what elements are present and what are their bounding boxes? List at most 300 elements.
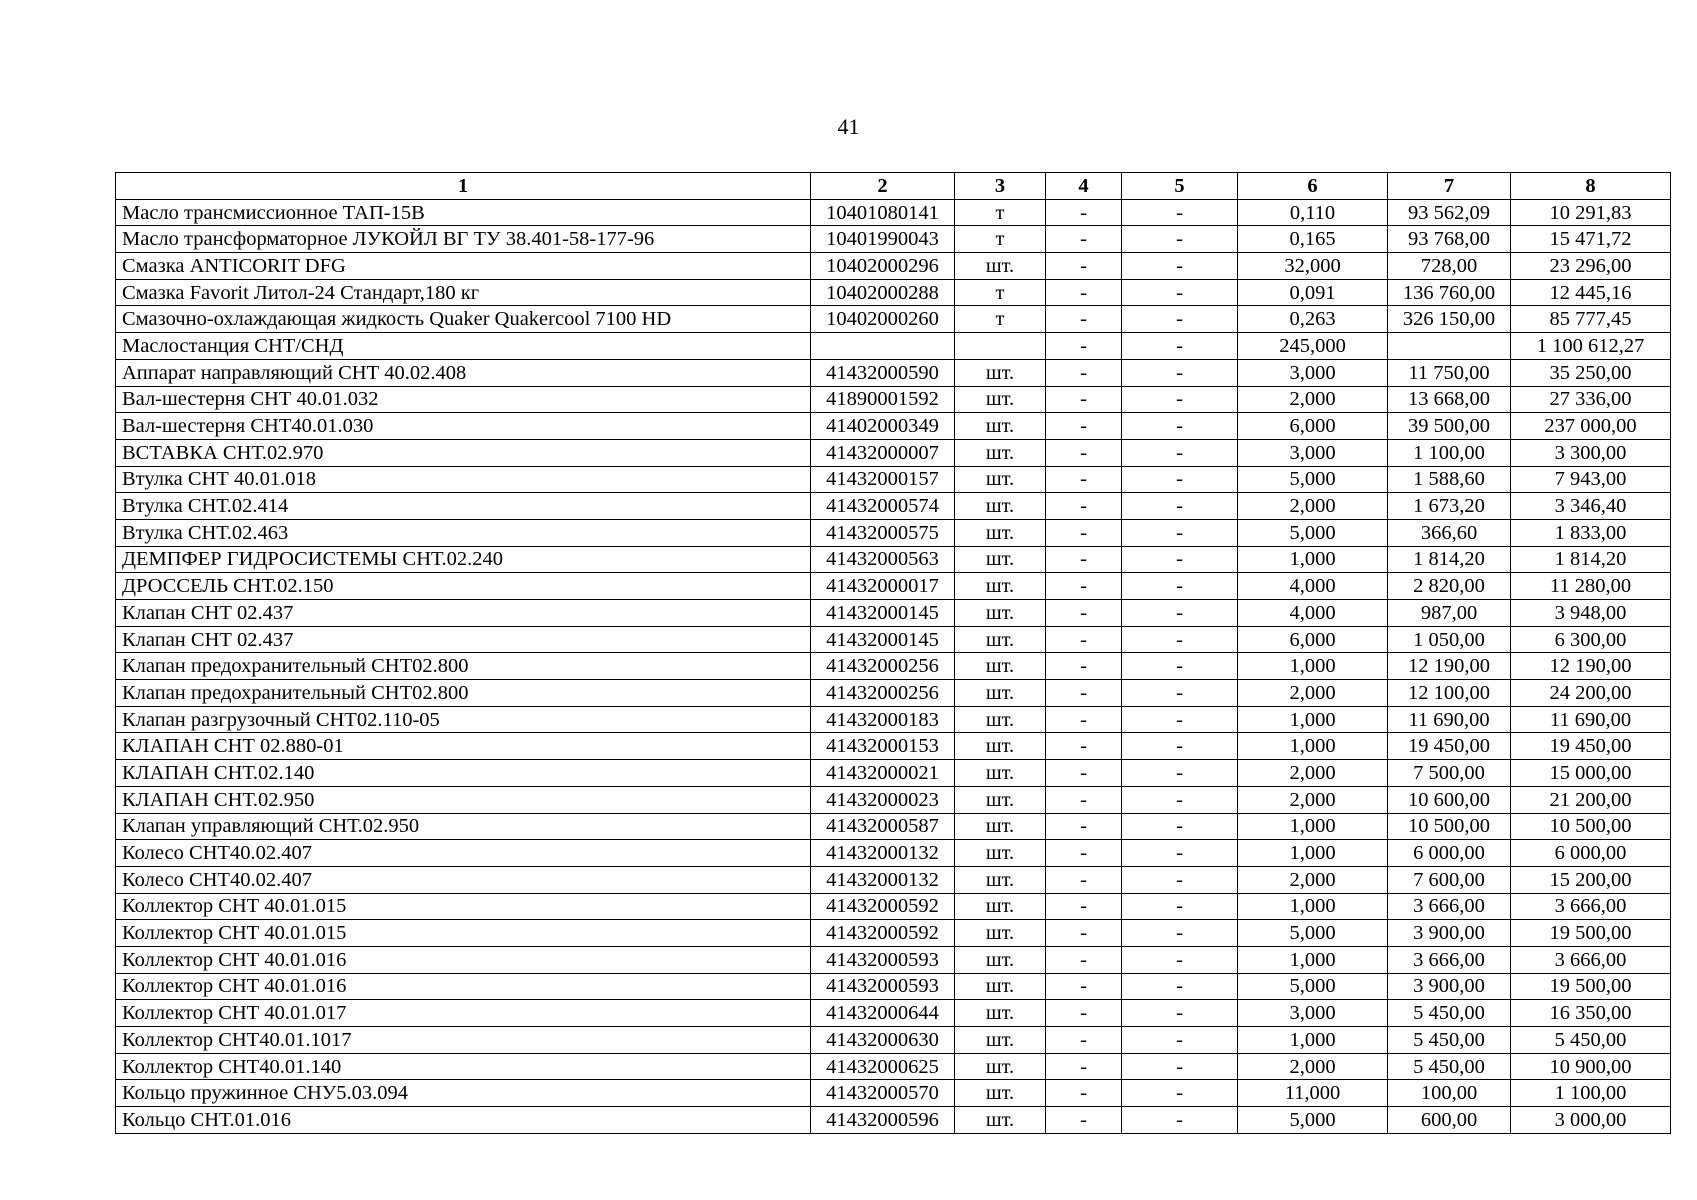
- table-row: [116, 573, 1671, 600]
- table-cell-col-7: 19 450,00: [1388, 733, 1511, 760]
- table-row: [116, 439, 1671, 466]
- table-cell-col-6: 1,000: [1238, 813, 1388, 840]
- table-cell-col-7: 326 150,00: [1388, 306, 1511, 333]
- table-cell-col-5: -: [1122, 386, 1238, 413]
- table-cell-col-7: 39 500,00: [1388, 413, 1511, 440]
- table-cell-col-8: 11 280,00: [1511, 573, 1671, 600]
- table-row: [116, 733, 1671, 760]
- table-cell-col-2: 10402000288: [811, 279, 955, 306]
- table-row: [116, 333, 1671, 360]
- table-cell-col-8: 19 450,00: [1511, 733, 1671, 760]
- table-cell-col-5: -: [1122, 866, 1238, 893]
- table-cell-col-7: 13 668,00: [1388, 386, 1511, 413]
- table-cell-col-8: 23 296,00: [1511, 253, 1671, 280]
- table-cell-col-5: -: [1122, 519, 1238, 546]
- table-cell-col-2: 41432000563: [811, 546, 955, 573]
- table-cell-col-6: 2,000: [1238, 866, 1388, 893]
- table-cell-col-3: шт.: [955, 706, 1046, 733]
- table-row: [116, 413, 1671, 440]
- table-cell-col-3: шт.: [955, 493, 1046, 520]
- table-cell-col-2: 41432000587: [811, 813, 955, 840]
- table-cell-col-6: 5,000: [1238, 519, 1388, 546]
- table-cell-col-7: 3 666,00: [1388, 946, 1511, 973]
- table-cell-col-2: 10402000260: [811, 306, 955, 333]
- table-cell-col-5: -: [1122, 786, 1238, 813]
- table-cell-col-3: шт.: [955, 680, 1046, 707]
- table-cell-col-4: -: [1046, 546, 1122, 573]
- table-cell-col-1: Колесо СНТ40.02.407: [116, 840, 811, 867]
- table-cell-col-6: 1,000: [1238, 706, 1388, 733]
- table-cell-col-1: Аппарат направляющий СНТ 40.02.408: [116, 359, 811, 386]
- table-cell-col-3: шт.: [955, 546, 1046, 573]
- table-cell-col-2: 41432000183: [811, 706, 955, 733]
- table-cell-col-7: 5 450,00: [1388, 1000, 1511, 1027]
- table-cell-col-8: 3 000,00: [1511, 1107, 1671, 1134]
- table-cell-col-2: 41432000574: [811, 493, 955, 520]
- table-cell-col-7: 11 690,00: [1388, 706, 1511, 733]
- table-cell-col-7: 5 450,00: [1388, 1053, 1511, 1080]
- table-cell-col-8: 19 500,00: [1511, 920, 1671, 947]
- table-cell-col-3: шт.: [955, 653, 1046, 680]
- table-cell-col-7: 987,00: [1388, 600, 1511, 627]
- table-row: [116, 1053, 1671, 1080]
- table-cell-col-6: 1,000: [1238, 733, 1388, 760]
- table-cell-col-4: -: [1046, 600, 1122, 627]
- table-cell-col-2: 41432000256: [811, 680, 955, 707]
- column-header-4: 4: [1046, 173, 1122, 200]
- table-cell-col-4: -: [1046, 226, 1122, 253]
- table-cell-col-4: -: [1046, 946, 1122, 973]
- table-cell-col-5: -: [1122, 1027, 1238, 1054]
- table-cell-col-1: Клапан предохранительный СНТ02.800: [116, 680, 811, 707]
- table-cell-col-2: 41432000256: [811, 653, 955, 680]
- table-cell-col-7: 5 450,00: [1388, 1027, 1511, 1054]
- table-cell-col-3: шт.: [955, 973, 1046, 1000]
- table-cell-col-8: 85 777,45: [1511, 306, 1671, 333]
- table-cell-col-8: 11 690,00: [1511, 706, 1671, 733]
- table-cell-col-5: -: [1122, 626, 1238, 653]
- column-header-3: 3: [955, 173, 1046, 200]
- table-row: [116, 253, 1671, 280]
- table-cell-col-8: 1 814,20: [1511, 546, 1671, 573]
- table-cell-col-3: шт.: [955, 1080, 1046, 1107]
- table-cell-col-4: -: [1046, 359, 1122, 386]
- table-cell-col-1: Масло трансформаторное ЛУКОЙЛ ВГ ТУ 38.401-58-177-96: [116, 226, 811, 253]
- table-cell-col-5: -: [1122, 706, 1238, 733]
- table-cell-col-6: 2,000: [1238, 760, 1388, 787]
- table-cell-col-6: 3,000: [1238, 439, 1388, 466]
- table-cell-col-4: -: [1046, 866, 1122, 893]
- table-cell-col-8: 15 000,00: [1511, 760, 1671, 787]
- table-cell-col-2: 10401080141: [811, 199, 955, 226]
- table-row: [116, 1027, 1671, 1054]
- table-cell-col-4: -: [1046, 706, 1122, 733]
- table-row: [116, 1080, 1671, 1107]
- table-cell-col-6: 6,000: [1238, 626, 1388, 653]
- table-cell-col-4: -: [1046, 279, 1122, 306]
- table-cell-col-6: 5,000: [1238, 466, 1388, 493]
- table-cell-col-1: Клапан СНТ 02.437: [116, 600, 811, 627]
- table-cell-col-7: 1 673,20: [1388, 493, 1511, 520]
- table-cell-col-1: КЛАПАН СНТ.02.950: [116, 786, 811, 813]
- table-cell-col-4: -: [1046, 680, 1122, 707]
- table-cell-col-3: шт.: [955, 1000, 1046, 1027]
- table-cell-col-6: 5,000: [1238, 1107, 1388, 1134]
- table-cell-col-5: -: [1122, 1080, 1238, 1107]
- table-cell-col-3: т: [955, 306, 1046, 333]
- table-cell-col-7: 6 000,00: [1388, 840, 1511, 867]
- table-cell-col-6: 1,000: [1238, 840, 1388, 867]
- table-cell-col-7: 10 500,00: [1388, 813, 1511, 840]
- table-cell-col-7: 12 100,00: [1388, 680, 1511, 707]
- table-cell-col-1: Клапан управляющий СНТ.02.950: [116, 813, 811, 840]
- table-cell-col-7: 3 900,00: [1388, 973, 1511, 1000]
- table-cell-col-5: -: [1122, 573, 1238, 600]
- table-cell-col-7: 1 588,60: [1388, 466, 1511, 493]
- table-cell-col-1: Втулка СНТ 40.01.018: [116, 466, 811, 493]
- table-cell-col-1: Коллектор СНТ 40.01.015: [116, 920, 811, 947]
- table-row: [116, 706, 1671, 733]
- table-row: [116, 893, 1671, 920]
- table-cell-col-7: 10 600,00: [1388, 786, 1511, 813]
- table-cell-col-3: шт.: [955, 920, 1046, 947]
- table-cell-col-2: 41432000592: [811, 893, 955, 920]
- table-cell-col-2: 41432000157: [811, 466, 955, 493]
- table-cell-col-2: 41432000593: [811, 946, 955, 973]
- table-cell-col-1: Коллектор СНТ 40.01.016: [116, 946, 811, 973]
- table-cell-col-8: 15 200,00: [1511, 866, 1671, 893]
- column-header-2: 2: [811, 173, 955, 200]
- table-cell-col-7: 93 562,09: [1388, 199, 1511, 226]
- table-cell-col-6: 2,000: [1238, 1053, 1388, 1080]
- table-row: [116, 920, 1671, 947]
- table-cell-col-3: т: [955, 279, 1046, 306]
- table-cell-col-3: шт.: [955, 866, 1046, 893]
- table-cell-col-6: 3,000: [1238, 1000, 1388, 1027]
- table-cell-col-2: 41402000349: [811, 413, 955, 440]
- table-cell-col-8: 24 200,00: [1511, 680, 1671, 707]
- table-cell-col-5: -: [1122, 1107, 1238, 1134]
- table-cell-col-5: -: [1122, 840, 1238, 867]
- table-cell-col-1: Коллектор СНТ 40.01.016: [116, 973, 811, 1000]
- table-cell-col-5: -: [1122, 920, 1238, 947]
- table-row: [116, 973, 1671, 1000]
- table-cell-col-5: -: [1122, 600, 1238, 627]
- column-header-7: 7: [1388, 173, 1511, 200]
- table-cell-col-4: -: [1046, 813, 1122, 840]
- table-cell-col-1: Коллектор СНТ40.01.1017: [116, 1027, 811, 1054]
- table-cell-col-1: Смазочно-охлаждающая жидкость Quaker Quakercool 7100 HD: [116, 306, 811, 333]
- table-cell-col-6: 0,263: [1238, 306, 1388, 333]
- table-cell-col-5: -: [1122, 359, 1238, 386]
- table-cell-col-2: 41432000630: [811, 1027, 955, 1054]
- table-cell-col-8: 12 190,00: [1511, 653, 1671, 680]
- table-cell-col-3: шт.: [955, 253, 1046, 280]
- table-cell-col-7: 7 600,00: [1388, 866, 1511, 893]
- table-cell-col-1: Смазка ANTICORIT DFG: [116, 253, 811, 280]
- table-row: [116, 386, 1671, 413]
- table-cell-col-6: 2,000: [1238, 386, 1388, 413]
- table-cell-col-8: 3 666,00: [1511, 893, 1671, 920]
- table-cell-col-3: шт.: [955, 413, 1046, 440]
- table-cell-col-3: шт.: [955, 600, 1046, 627]
- column-header-8: 8: [1511, 173, 1671, 200]
- table-cell-col-4: -: [1046, 466, 1122, 493]
- table-cell-col-1: Втулка СНТ.02.463: [116, 519, 811, 546]
- table-cell-col-3: шт.: [955, 786, 1046, 813]
- column-header-6: 6: [1238, 173, 1388, 200]
- table-row: [116, 680, 1671, 707]
- table-cell-col-8: 5 450,00: [1511, 1027, 1671, 1054]
- table-cell-col-7: [1388, 333, 1511, 360]
- table-cell-col-6: 4,000: [1238, 573, 1388, 600]
- table-cell-col-7: 11 750,00: [1388, 359, 1511, 386]
- table-cell-col-3: [955, 333, 1046, 360]
- table-row: [116, 653, 1671, 680]
- table-cell-col-8: 12 445,16: [1511, 279, 1671, 306]
- table-cell-col-2: 41432000625: [811, 1053, 955, 1080]
- table-row: [116, 306, 1671, 333]
- table-cell-col-2: 41432000023: [811, 786, 955, 813]
- table-cell-col-2: 41432000145: [811, 626, 955, 653]
- table-cell-col-3: шт.: [955, 946, 1046, 973]
- table-cell-col-1: Вал-шестерня СНТ40.01.030: [116, 413, 811, 440]
- table-cell-col-2: 41890001592: [811, 386, 955, 413]
- table-cell-col-1: Маслостанция СНТ/СНД: [116, 333, 811, 360]
- table-row: [116, 626, 1671, 653]
- table-cell-col-1: КЛАПАН СНТ.02.140: [116, 760, 811, 787]
- table-row: [116, 546, 1671, 573]
- table-row: [116, 493, 1671, 520]
- table-cell-col-2: 41432000570: [811, 1080, 955, 1107]
- table-row: [116, 1000, 1671, 1027]
- table-cell-col-5: -: [1122, 333, 1238, 360]
- table-cell-col-5: -: [1122, 413, 1238, 440]
- table-cell-col-5: -: [1122, 226, 1238, 253]
- table-cell-col-4: -: [1046, 786, 1122, 813]
- header-row: [116, 173, 1671, 200]
- table-cell-col-5: -: [1122, 893, 1238, 920]
- table-cell-col-5: -: [1122, 1000, 1238, 1027]
- table-cell-col-3: шт.: [955, 893, 1046, 920]
- table-cell-col-3: шт.: [955, 1107, 1046, 1134]
- table-cell-col-4: -: [1046, 493, 1122, 520]
- table-row: [116, 840, 1671, 867]
- table-cell-col-4: -: [1046, 1080, 1122, 1107]
- table-cell-col-2: [811, 333, 955, 360]
- table-cell-col-8: 27 336,00: [1511, 386, 1671, 413]
- table-cell-col-6: 2,000: [1238, 493, 1388, 520]
- table-cell-col-5: -: [1122, 279, 1238, 306]
- table-cell-col-3: шт.: [955, 1027, 1046, 1054]
- table-cell-col-8: 10 291,83: [1511, 199, 1671, 226]
- table-cell-col-5: -: [1122, 306, 1238, 333]
- table-cell-col-1: Масло трансмиссионное ТАП-15В: [116, 199, 811, 226]
- table-cell-col-4: -: [1046, 733, 1122, 760]
- table-cell-col-4: -: [1046, 893, 1122, 920]
- table-cell-col-1: ДРОССЕЛЬ СНТ.02.150: [116, 573, 811, 600]
- table-cell-col-3: шт.: [955, 1053, 1046, 1080]
- table-cell-col-2: 41432000017: [811, 573, 955, 600]
- table-cell-col-4: -: [1046, 386, 1122, 413]
- column-header-5: 5: [1122, 173, 1238, 200]
- table-cell-col-8: 10 900,00: [1511, 1053, 1671, 1080]
- table-cell-col-6: 11,000: [1238, 1080, 1388, 1107]
- table-cell-col-1: Вал-шестерня СНТ 40.01.032: [116, 386, 811, 413]
- table-cell-col-2: 41432000153: [811, 733, 955, 760]
- table-cell-col-6: 0,091: [1238, 279, 1388, 306]
- table-cell-col-8: 7 943,00: [1511, 466, 1671, 493]
- table-cell-col-5: -: [1122, 813, 1238, 840]
- table-cell-col-7: 1 050,00: [1388, 626, 1511, 653]
- table-cell-col-6: 1,000: [1238, 946, 1388, 973]
- table-cell-col-6: 0,110: [1238, 199, 1388, 226]
- table-row: [116, 466, 1671, 493]
- table-cell-col-5: -: [1122, 760, 1238, 787]
- table-cell-col-5: -: [1122, 1053, 1238, 1080]
- table-cell-col-5: -: [1122, 546, 1238, 573]
- table-cell-col-6: 6,000: [1238, 413, 1388, 440]
- table-cell-col-5: -: [1122, 973, 1238, 1000]
- table-cell-col-6: 2,000: [1238, 786, 1388, 813]
- table-row: [116, 866, 1671, 893]
- table-cell-col-7: 728,00: [1388, 253, 1511, 280]
- table-cell-col-7: 600,00: [1388, 1107, 1511, 1134]
- page-number: 41: [837, 114, 860, 139]
- table-cell-col-8: 19 500,00: [1511, 973, 1671, 1000]
- table-cell-col-2: 41432000593: [811, 973, 955, 1000]
- table-cell-col-7: 2 820,00: [1388, 573, 1511, 600]
- table-cell-col-5: -: [1122, 680, 1238, 707]
- table-cell-col-8: 3 346,40: [1511, 493, 1671, 520]
- table-cell-col-6: 32,000: [1238, 253, 1388, 280]
- table-row: [116, 946, 1671, 973]
- table-cell-col-1: Кольцо пружинное СНУ5.03.094: [116, 1080, 811, 1107]
- table-cell-col-4: -: [1046, 439, 1122, 466]
- table-cell-col-8: 10 500,00: [1511, 813, 1671, 840]
- table-row: [116, 279, 1671, 306]
- table-cell-col-8: 35 250,00: [1511, 359, 1671, 386]
- table-cell-col-4: -: [1046, 973, 1122, 1000]
- table-cell-col-1: Клапан СНТ 02.437: [116, 626, 811, 653]
- table-cell-col-2: 41432000590: [811, 359, 955, 386]
- table-cell-col-1: Коллектор СНТ 40.01.015: [116, 893, 811, 920]
- table-cell-col-1: Колесо СНТ40.02.407: [116, 866, 811, 893]
- table-cell-col-4: -: [1046, 413, 1122, 440]
- table-cell-col-4: -: [1046, 760, 1122, 787]
- table-row: [116, 359, 1671, 386]
- table-cell-col-4: -: [1046, 333, 1122, 360]
- table-cell-col-1: Втулка СНТ.02.414: [116, 493, 811, 520]
- table-cell-col-8: 3 666,00: [1511, 946, 1671, 973]
- table-cell-col-6: 1,000: [1238, 1027, 1388, 1054]
- table-cell-col-3: т: [955, 226, 1046, 253]
- table-cell-col-3: шт.: [955, 359, 1046, 386]
- table-cell-col-4: -: [1046, 653, 1122, 680]
- table-cell-col-2: 41432000592: [811, 920, 955, 947]
- table-cell-col-7: 1 814,20: [1388, 546, 1511, 573]
- table-cell-col-6: 1,000: [1238, 893, 1388, 920]
- table-cell-col-5: -: [1122, 199, 1238, 226]
- table-cell-col-4: -: [1046, 1053, 1122, 1080]
- table-row: [116, 1107, 1671, 1134]
- table-cell-col-2: 10401990043: [811, 226, 955, 253]
- table-cell-col-8: 1 100,00: [1511, 1080, 1671, 1107]
- table-cell-col-2: 41432000132: [811, 840, 955, 867]
- table-cell-col-3: шт.: [955, 519, 1046, 546]
- table-cell-col-6: 5,000: [1238, 920, 1388, 947]
- table-cell-col-4: -: [1046, 573, 1122, 600]
- table-cell-col-8: 21 200,00: [1511, 786, 1671, 813]
- table-cell-col-6: 1,000: [1238, 546, 1388, 573]
- table-cell-col-8: 6 300,00: [1511, 626, 1671, 653]
- table-cell-col-1: КЛАПАН СНТ 02.880-01: [116, 733, 811, 760]
- table-cell-col-4: -: [1046, 626, 1122, 653]
- table-cell-col-8: 1 833,00: [1511, 519, 1671, 546]
- table-cell-col-1: Клапан разгрузочный СНТ02.110-05: [116, 706, 811, 733]
- table-cell-col-1: Коллектор СНТ40.01.140: [116, 1053, 811, 1080]
- table-cell-col-5: -: [1122, 439, 1238, 466]
- table-cell-col-6: 245,000: [1238, 333, 1388, 360]
- table-cell-col-8: 3 948,00: [1511, 600, 1671, 627]
- table-cell-col-7: 136 760,00: [1388, 279, 1511, 306]
- table-cell-col-3: шт.: [955, 840, 1046, 867]
- table-cell-col-4: -: [1046, 1027, 1122, 1054]
- table-cell-col-8: 16 350,00: [1511, 1000, 1671, 1027]
- table-cell-col-4: -: [1046, 1107, 1122, 1134]
- table-cell-col-7: 366,60: [1388, 519, 1511, 546]
- column-header-1: 1: [116, 173, 811, 200]
- table-cell-col-7: 7 500,00: [1388, 760, 1511, 787]
- table-cell-col-1: Коллектор СНТ 40.01.017: [116, 1000, 811, 1027]
- table-cell-col-6: 2,000: [1238, 680, 1388, 707]
- table-cell-col-3: шт.: [955, 760, 1046, 787]
- table-cell-col-3: шт.: [955, 733, 1046, 760]
- table-row: [116, 226, 1671, 253]
- table-cell-col-3: шт.: [955, 573, 1046, 600]
- table-row: [116, 813, 1671, 840]
- table-cell-col-7: 3 666,00: [1388, 893, 1511, 920]
- table-cell-col-4: -: [1046, 1000, 1122, 1027]
- table-cell-col-7: 93 768,00: [1388, 226, 1511, 253]
- table-row: [116, 199, 1671, 226]
- table-cell-col-1: Кольцо СНТ.01.016: [116, 1107, 811, 1134]
- table-cell-col-2: 41432000132: [811, 866, 955, 893]
- table-cell-col-7: 12 190,00: [1388, 653, 1511, 680]
- table-cell-col-4: -: [1046, 519, 1122, 546]
- table-cell-col-2: 41432000021: [811, 760, 955, 787]
- table-cell-col-6: 4,000: [1238, 600, 1388, 627]
- table-cell-col-7: 3 900,00: [1388, 920, 1511, 947]
- table-cell-col-3: шт.: [955, 626, 1046, 653]
- table-cell-col-4: -: [1046, 840, 1122, 867]
- table-cell-col-8: 3 300,00: [1511, 439, 1671, 466]
- table-cell-col-5: -: [1122, 253, 1238, 280]
- table-cell-col-5: -: [1122, 733, 1238, 760]
- table-cell-col-5: -: [1122, 493, 1238, 520]
- table-cell-col-3: шт.: [955, 439, 1046, 466]
- table-cell-col-3: шт.: [955, 466, 1046, 493]
- table-cell-col-2: 41432000644: [811, 1000, 955, 1027]
- table-cell-col-5: -: [1122, 653, 1238, 680]
- table-cell-col-2: 41432000145: [811, 600, 955, 627]
- table-cell-col-2: 41432000575: [811, 519, 955, 546]
- table-cell-col-5: -: [1122, 466, 1238, 493]
- table-cell-col-8: 15 471,72: [1511, 226, 1671, 253]
- table-row: [116, 760, 1671, 787]
- table-cell-col-6: 5,000: [1238, 973, 1388, 1000]
- table-cell-col-3: шт.: [955, 386, 1046, 413]
